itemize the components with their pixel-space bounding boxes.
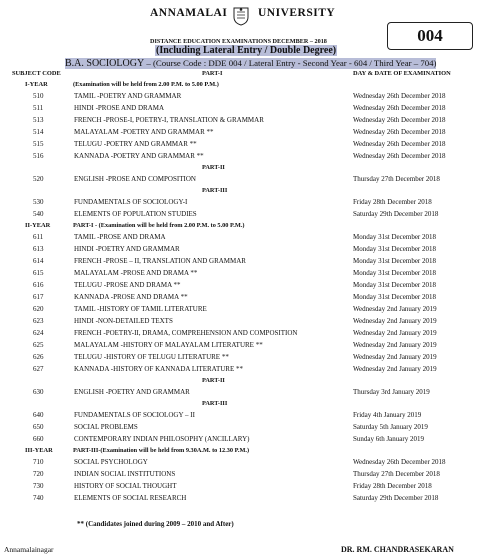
course-name: B.A. SOCIOLOGY	[65, 58, 145, 69]
exam-date: Wednesday 2nd January 2019	[353, 353, 437, 361]
subject-name: TAMIL -HISTORY OF TAMIL LITERATURE	[74, 305, 207, 313]
subject-code: 514	[33, 128, 44, 136]
subject-code: 611	[33, 233, 44, 241]
exam-date: Saturday 29th December 2018	[353, 494, 439, 502]
subject-code: 510	[33, 92, 44, 100]
exam-date: Wednesday 2nd January 2019	[353, 305, 437, 313]
date-header: DAY & DATE OF EXAMINATION	[353, 70, 451, 77]
subject-name: FUNDAMENTALS OF SOCIOLOGY-I	[74, 198, 188, 206]
lateral-entry-note: (Including Lateral Entry / Double Degree)	[156, 45, 337, 56]
subject-code: 616	[33, 281, 44, 289]
subject-name: SOCIAL PROBLEMS	[74, 423, 138, 431]
exam-date: Friday 28th December 2018	[353, 482, 432, 490]
subject-name: TELUGU -HISTORY OF TELUGU LITERATURE **	[74, 353, 229, 361]
subject-name: INDIAN SOCIAL INSTITUTIONS	[74, 470, 176, 478]
course-detail: – (Course Code : DDE 004 / Lateral Entry - Second Year - 604 / Third Year – 704)	[144, 58, 437, 68]
subject-name: TAMIL -PROSE AND DRAMA	[74, 233, 166, 241]
subject-name: TELUGU -PROSE AND DRAMA **	[74, 281, 181, 289]
exam-date: Wednesday 2nd January 2019	[353, 317, 437, 325]
subject-code: 515	[33, 140, 44, 148]
subject-code: 740	[33, 494, 44, 502]
exam-date: Wednesday 2nd January 2019	[353, 329, 437, 337]
subject-name: MALAYALAM -HISTORY OF MALAYALAM LITERATURE **	[74, 341, 263, 349]
year-label: II-YEAR	[25, 222, 51, 229]
subject-code: 620	[33, 305, 44, 313]
exam-date: Wednesday 26th December 2018	[353, 128, 446, 136]
subject-code-header: SUBJECT CODE	[12, 70, 61, 77]
exam-date: Wednesday 26th December 2018	[353, 458, 446, 466]
subject-code: 730	[33, 482, 44, 490]
exam-date: Wednesday 2nd January 2019	[353, 341, 437, 349]
subject-name: CONTEMPORARY INDIAN PHILOSOPHY (ANCILLARY)	[74, 435, 250, 443]
subject-code: 624	[33, 329, 44, 337]
subject-code: 520	[33, 175, 44, 183]
subject-code: 720	[33, 470, 44, 478]
signatory-name: DR. RM. CHANDRASEKARAN	[341, 545, 454, 554]
subject-name: ENGLISH -POETRY AND GRAMMAR	[74, 388, 190, 396]
subject-name: ELEMENTS OF POPULATION STUDIES	[74, 210, 197, 218]
exam-date: Wednesday 26th December 2018	[353, 140, 446, 148]
exam-date: Wednesday 2nd January 2019	[353, 365, 437, 373]
university-name-left: ANNAMALAI	[150, 7, 228, 19]
exam-date: Monday 31st December 2018	[353, 245, 437, 253]
subject-name: FRENCH -PROSE – II, TRANSLATION AND GRAMMAR	[74, 257, 246, 265]
subject-code: 630	[33, 388, 44, 396]
subject-name: FRENCH -PROSE-I, POETRY-I, TRANSLATION & GRAMMAR	[74, 116, 264, 124]
subject-code: 617	[33, 293, 44, 301]
place-name: Annamalainagar	[4, 545, 54, 554]
exam-date: Thursday 27th December 2018	[353, 175, 440, 183]
subject-code: 626	[33, 353, 44, 361]
subject-code: 540	[33, 210, 44, 218]
subject-name: KANNADA -HISTORY OF KANNADA LITERATURE **	[74, 365, 243, 373]
subject-name: TAMIL -POETRY AND GRAMMAR	[74, 92, 182, 100]
subject-name: MALAYALAM -POETRY AND GRAMMAR **	[74, 128, 214, 136]
university-seal-icon	[232, 6, 250, 26]
exam-date: Wednesday 26th December 2018	[353, 152, 446, 160]
part-heading: PART-II	[202, 164, 225, 171]
year-label: III-YEAR	[25, 447, 53, 454]
exam-subtitle: DISTANCE EDUCATION EXAMINATIONS DECEMBER – 2018	[150, 38, 327, 45]
subject-code: 513	[33, 116, 44, 124]
part-heading: PART-III	[202, 187, 228, 194]
subject-name: MALAYALAM -PROSE AND DRAMA **	[74, 269, 198, 277]
subject-name: ELEMENTS OF SOCIAL RESEARCH	[74, 494, 187, 502]
subject-code: 640	[33, 411, 44, 419]
exam-date: Sunday 6th January 2019	[353, 435, 424, 443]
subject-code: 511	[33, 104, 44, 112]
exam-date: Saturday 29th December 2018	[353, 210, 439, 218]
subject-code: 614	[33, 257, 44, 265]
exam-time-note: PART-III-(Examination will be held from 9.30A.M. to 12.30 P.M.)	[73, 447, 250, 454]
subject-code: 650	[33, 423, 44, 431]
part-heading: PART-II	[202, 377, 225, 384]
part-heading: PART-III	[202, 400, 228, 407]
candidates-note: ** (Candidates joined during 2009 – 2010 and After)	[77, 520, 234, 528]
subject-code: 530	[33, 198, 44, 206]
exam-date: Wednesday 26th December 2018	[353, 92, 446, 100]
subject-code: 625	[33, 341, 44, 349]
subject-name: KANNADA -PROSE AND DRAMA **	[74, 293, 188, 301]
subject-code: 516	[33, 152, 44, 160]
subject-name: TELUGU -POETRY AND GRAMMAR **	[74, 140, 197, 148]
exam-date: Monday 31st December 2018	[353, 233, 437, 241]
subject-name: FRENCH -POETRY-II, DRAMA, COMPREHENSION AND COMPOSITION	[74, 329, 298, 337]
exam-date: Monday 31st December 2018	[353, 269, 437, 277]
subject-name: HINDI -PROSE AND DRAMA	[74, 104, 165, 112]
exam-date: Monday 31st December 2018	[353, 257, 437, 265]
exam-date: Friday 4th January 2019	[353, 411, 422, 419]
subject-name: HISTORY OF SOCIAL THOUGHT	[74, 482, 177, 490]
subject-name: KANNADA -POETRY AND GRAMMAR **	[74, 152, 204, 160]
exam-date: Wednesday 26th December 2018	[353, 116, 446, 124]
exam-time-note: PART-I - (Examination will be held from 2.00 P.M. to 5.00 P.M.)	[73, 222, 245, 229]
year-label: I-YEAR	[25, 81, 48, 88]
subject-name: HINDI -NON-DETAILED TEXTS	[74, 317, 173, 325]
exam-date: Friday 28th December 2018	[353, 198, 432, 206]
exam-date: Thursday 3rd January 2019	[353, 388, 430, 396]
subject-name: FUNDAMENTALS OF SOCIOLOGY – II	[74, 411, 195, 419]
exam-time-note: (Examination will be held from 2.00 P.M. to 5.00 P.M.)	[73, 81, 219, 88]
subject-code: 615	[33, 269, 44, 277]
exam-date: Saturday 5th January 2019	[353, 423, 428, 431]
subject-code: 710	[33, 458, 44, 466]
subject-name: SOCIAL PSYCHOLOGY	[74, 458, 148, 466]
exam-date: Thursday 27th December 2018	[353, 470, 440, 478]
subject-name: HINDI -POETRY AND GRAMMAR	[74, 245, 180, 253]
exam-date: Monday 31st December 2018	[353, 281, 437, 289]
university-name-right: UNIVERSITY	[258, 7, 336, 19]
course-line	[65, 58, 436, 69]
exam-date: Monday 31st December 2018	[353, 293, 437, 301]
course-code-box: 004	[387, 22, 473, 50]
exam-date: Wednesday 26th December 2018	[353, 104, 446, 112]
part-heading: PART-I	[202, 70, 223, 77]
subject-name: ENGLISH -PROSE AND COMPOSITION	[74, 175, 196, 183]
subject-code: 613	[33, 245, 44, 253]
subject-code: 627	[33, 365, 44, 373]
subject-code: 660	[33, 435, 44, 443]
subject-code: 623	[33, 317, 44, 325]
